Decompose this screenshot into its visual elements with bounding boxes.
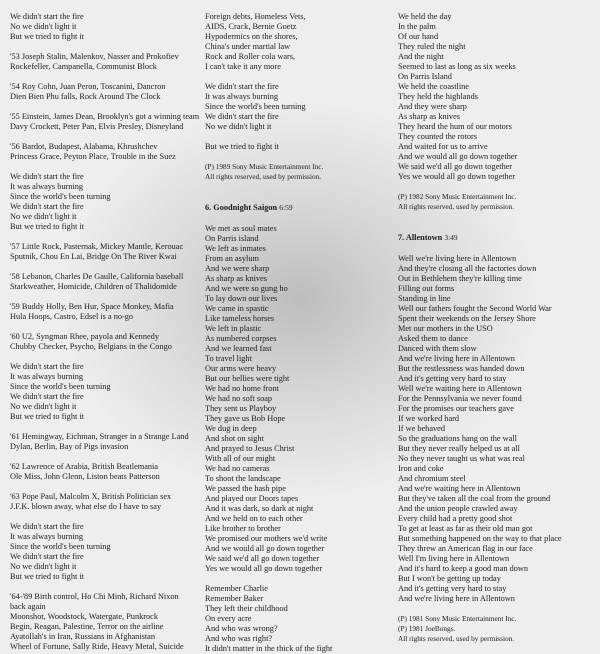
stanza-gap bbox=[10, 482, 205, 492]
lyric-line: We said we'd all go down together bbox=[205, 554, 320, 563]
lyric-line: (P) 1989 Sony Music Entertainment Inc. bbox=[205, 162, 324, 171]
song-title-goodnight-saigon bbox=[205, 202, 390, 214]
song-duration: 3:49 bbox=[444, 233, 458, 242]
stanza-gap bbox=[10, 422, 205, 432]
lyric-line: Danced with them slow bbox=[398, 344, 477, 353]
lyric-line: Since the world's been turning bbox=[205, 102, 306, 111]
lyric-line: So the graduations hang on the wall bbox=[398, 434, 517, 443]
stanza-gap bbox=[10, 262, 205, 272]
lyric-line: Rock and Roller cola wars, bbox=[205, 52, 296, 61]
lyric-line: Well I'm living here in Allentown bbox=[398, 554, 510, 563]
lyric-line: With all of our might bbox=[205, 454, 276, 463]
lyric-line: Princess Grace, Peyton Place, Trouble in the Suez bbox=[10, 152, 176, 161]
lyric-line: As numbered corpses bbox=[205, 334, 277, 343]
lyric-line: And shot on sight bbox=[205, 434, 264, 443]
lyric-line: And the night bbox=[398, 52, 444, 61]
lyric-line: And they were sharp bbox=[398, 102, 467, 111]
lyric-line: They heard the hum of our motors bbox=[398, 122, 512, 131]
lyric-line: For the promises our teachers gave bbox=[398, 404, 514, 413]
lyric-line: J.F.K. blown away, what else do I have to say bbox=[10, 502, 162, 511]
stanza-gap bbox=[205, 132, 390, 142]
lyric-line: We had no soft soap bbox=[205, 394, 273, 403]
lyric-line: No we didn't light it bbox=[10, 562, 77, 571]
lyric-line: We met as soul mates bbox=[205, 224, 277, 233]
lyric-line: On Parris island bbox=[205, 234, 259, 243]
lyric-line: To travel light bbox=[205, 354, 252, 363]
lyric-line: And it's getting very hard to stay bbox=[398, 584, 507, 593]
lyrics-block-goodnight-saigon-end bbox=[398, 12, 596, 212]
lyric-line: They held the highlands bbox=[398, 92, 478, 101]
lyric-line: Asked them to dance bbox=[398, 334, 468, 343]
lyric-line: But they never really helped us at all bbox=[398, 444, 520, 453]
lyric-line: Filling out forms bbox=[398, 284, 455, 293]
lyric-line: We didn't start the fire bbox=[10, 522, 84, 531]
lyric-line: And we're living here in Allentown bbox=[398, 594, 515, 603]
stanza-gap bbox=[398, 604, 596, 614]
lyric-line: We didn't start the fire bbox=[10, 392, 84, 401]
lyric-line: To shoot the landscape bbox=[205, 474, 281, 483]
lyric-line: And waited for us to arrive bbox=[398, 142, 488, 151]
stanza-gap bbox=[10, 232, 205, 242]
lyric-line: Chubby Checker, Psycho, Belgians in the Congo bbox=[10, 342, 172, 351]
lyric-line: And we're living here in Allentown bbox=[398, 354, 515, 363]
lyric-line: And the union people crawled away bbox=[398, 504, 518, 513]
lyric-line: Our arms were heavy bbox=[205, 364, 277, 373]
lyric-line: We left as inmates bbox=[205, 244, 266, 253]
stanza-gap bbox=[10, 292, 205, 302]
lyric-line: We didn't start the fire bbox=[205, 112, 279, 121]
lyric-line: And who was wrong? bbox=[205, 624, 278, 633]
song-title-allentown bbox=[398, 232, 596, 244]
lyric-line: From an asylum bbox=[205, 254, 259, 263]
stanza-gap bbox=[10, 452, 205, 462]
lyric-line: It was always burning bbox=[10, 182, 84, 191]
lyric-line: Since the world's been turning bbox=[10, 542, 111, 551]
stanza-gap bbox=[10, 582, 205, 592]
lyric-line: Well we're waiting here in Allentown bbox=[398, 384, 522, 393]
lyric-line: '58 Lebanon, Charles De Gaulle, California baseball bbox=[10, 272, 184, 281]
lyric-line: And we would all go down together bbox=[205, 544, 325, 553]
stanza-gap bbox=[398, 182, 596, 192]
lyric-line: But we tried to fight it bbox=[10, 412, 84, 421]
lyric-line: back again bbox=[10, 602, 46, 611]
lyric-line: '56 Bardot, Budapest, Alabama, Khrushchev bbox=[10, 142, 158, 151]
lyric-line: We said we'd all go down together bbox=[398, 162, 513, 171]
lyric-line: And chromium steel bbox=[398, 474, 466, 483]
song-title: 6. Goodnight Saigon bbox=[205, 203, 278, 212]
stanza-gap bbox=[10, 72, 205, 82]
stanza-gap bbox=[205, 72, 390, 82]
lyric-line: No we didn't light it bbox=[10, 402, 77, 411]
lyric-line: All rights reserved, used by permission. bbox=[398, 202, 515, 211]
lyric-line: We held the coastline bbox=[398, 82, 469, 91]
lyric-line: '57 Little Rock, Pasternak, Mickey Mantle, Kerouac bbox=[10, 242, 184, 251]
lyric-line: (P) 1981 JoeBongs. bbox=[398, 624, 456, 633]
lyric-line: '59 Buddy Holly, Ben Hur, Space Monkey, Mafia bbox=[10, 302, 174, 311]
lyric-line: We had no cameras bbox=[205, 464, 270, 473]
lyric-line: We didn't start the fire bbox=[10, 12, 84, 21]
lyric-line: And played our Doors tapes bbox=[205, 494, 299, 503]
stanza-gap bbox=[205, 574, 390, 584]
song-duration: 6:59 bbox=[279, 203, 293, 212]
lyric-line: Iron and coke bbox=[398, 464, 444, 473]
lyric-line: But we tried to fight it bbox=[10, 222, 84, 231]
lyrics-column-3 bbox=[398, 12, 596, 644]
lyric-line: And we were sharp bbox=[205, 264, 270, 273]
stanza-gap bbox=[205, 152, 390, 162]
lyric-line: But we tried to fight it bbox=[205, 142, 279, 151]
lyric-line: We promised our mothers we'd write bbox=[205, 534, 328, 543]
lyric-line: Hypodermics on the shores, bbox=[205, 32, 298, 41]
lyric-line: '60 U2, Syngman Rhee, payola and Kennedy bbox=[10, 332, 159, 341]
lyric-line: Wheel of Fortune, Sally Ride, Heavy Metal, Suicide bbox=[10, 642, 184, 651]
lyric-line: And it's hard to keep a good man down bbox=[398, 564, 529, 573]
lyric-line: Remember Charlie bbox=[205, 584, 268, 593]
lyric-line: We didn't start the fire bbox=[10, 362, 84, 371]
stanza-gap bbox=[10, 102, 205, 112]
lyric-line: Ole Miss, John Glenn, Liston beats Patterson bbox=[10, 472, 160, 481]
lyric-line: '62 Lawrence of Arabia, British Beatlemania bbox=[10, 462, 159, 471]
lyric-line: It was always burning bbox=[205, 92, 279, 101]
lyric-line: But the restlessness was handed down bbox=[398, 364, 525, 373]
lyric-line: (P) 1981 Sony Music Entertainment Inc. bbox=[398, 614, 517, 623]
lyric-line: To lay down our lives bbox=[205, 294, 278, 303]
lyric-line: Seemed to last as long as six weeks bbox=[398, 62, 516, 71]
lyric-line: Remember Baker bbox=[205, 594, 264, 603]
lyric-line: No we didn't light it bbox=[205, 122, 272, 131]
lyric-line: AIDS, Crack, Bernie Goetz bbox=[205, 22, 297, 31]
lyric-line: It was always burning bbox=[10, 532, 84, 541]
lyric-line: They left their childhood bbox=[205, 604, 288, 613]
lyric-line: No they never taught us what was real bbox=[398, 454, 525, 463]
lyric-line: Out in Bethlehem they're killing time bbox=[398, 274, 522, 283]
stanza-gap bbox=[10, 162, 205, 172]
lyric-line: '63 Pope Paul, Malcolm X, British Politician sex bbox=[10, 492, 172, 501]
lyric-line: They threw an American flag in our face bbox=[398, 544, 533, 553]
lyric-line: Since the world's been turning bbox=[10, 192, 111, 201]
lyric-line: We didn't start the fire bbox=[10, 202, 84, 211]
lyric-line: '54 Roy Cohn, Juan Peron, Toscanini, Dancron bbox=[10, 82, 166, 91]
lyric-line: '53 Joseph Stalin, Malenkov, Nasser and Prokofiev bbox=[10, 52, 179, 61]
lyrics-block-goodnight-saigon bbox=[205, 224, 390, 654]
lyric-line: As sharp as knives bbox=[398, 112, 460, 121]
lyric-line: But they've taken all the coal from the ground bbox=[398, 494, 551, 503]
lyric-line: We held the day bbox=[398, 12, 452, 21]
lyric-line: And we learned fast bbox=[205, 344, 272, 353]
lyric-line: We left in plastic bbox=[205, 324, 262, 333]
lyric-line: As sharp as knives bbox=[205, 274, 267, 283]
lyric-line: China's under martial law bbox=[205, 42, 291, 51]
lyric-line: On Parris Island bbox=[398, 72, 452, 81]
lyric-line: For the Pennsylvania we never found bbox=[398, 394, 522, 403]
lyric-line: All rights reserved, used by permission. bbox=[398, 634, 515, 643]
lyric-line: And who was right? bbox=[205, 634, 273, 643]
lyric-line: But we tried to fight it bbox=[10, 32, 84, 41]
lyric-line: And we held on to each other bbox=[205, 514, 303, 523]
lyric-line: Well our fathers fought the Second World War bbox=[398, 304, 552, 313]
stanza-gap bbox=[10, 352, 205, 362]
lyric-line: We didn't start the fire bbox=[10, 552, 84, 561]
lyric-line: Starkweather, Homicide, Children of Thalidomide bbox=[10, 282, 177, 291]
lyric-line: Since the world's been turning bbox=[10, 382, 111, 391]
lyric-line: On every acre bbox=[205, 614, 252, 623]
lyric-line: It was always burning bbox=[10, 372, 84, 381]
lyric-line: Yes we would all go down together bbox=[398, 172, 516, 181]
lyric-line: In the palm bbox=[398, 22, 436, 31]
lyric-line: If we worked hard bbox=[398, 414, 460, 423]
lyric-line: We didn't start the fire bbox=[205, 82, 279, 91]
lyric-line: Spent their weekends on the Jersey Shore bbox=[398, 314, 536, 323]
lyric-line: Of our hand bbox=[398, 32, 439, 41]
lyric-line: And we're waiting here in Allentown bbox=[398, 484, 521, 493]
lyric-line: (P) 1982 Sony Music Entertainment Inc. bbox=[398, 192, 517, 201]
lyric-line: Sputnik, Chou En Lai, Bridge On The River Kwai bbox=[10, 252, 177, 261]
lyric-line: We came in spastic bbox=[205, 304, 269, 313]
lyric-line: And we would all go down together bbox=[398, 152, 518, 161]
lyric-line: Like brother to brother bbox=[205, 524, 281, 533]
lyric-line: We didn't start the fire bbox=[10, 172, 84, 181]
lyric-line: Begin, Reagan, Palestine, Terror on the airline bbox=[10, 622, 164, 631]
lyric-line: But something happened on the way to that place bbox=[398, 534, 562, 543]
lyric-line: Yes we would all go down together bbox=[205, 564, 323, 573]
stanza-gap bbox=[10, 132, 205, 142]
lyric-line: '55 Einstein, James Dean, Brooklyn's got a winning team bbox=[10, 112, 200, 121]
lyric-line: Every child had a pretty good shot bbox=[398, 514, 513, 523]
lyrics-block-allentown bbox=[398, 254, 596, 644]
lyric-line: Standing in line bbox=[398, 294, 451, 303]
lyric-line: They counted the rotors bbox=[398, 132, 478, 141]
lyrics-column-1 bbox=[10, 12, 205, 652]
lyric-line: Ayatollah's in Iran, Russians in Afghanistan bbox=[10, 632, 155, 641]
lyric-line: No we didn't light it bbox=[10, 22, 77, 31]
lyric-line: To get at least as far as their old man got bbox=[398, 524, 533, 533]
song-title: 7. Allentown bbox=[398, 233, 443, 242]
lyric-line: If we behaved bbox=[398, 424, 445, 433]
lyric-line: Dien Bien Phu falls, Rock Around The Clock bbox=[10, 92, 161, 101]
lyric-line: Moonshot, Woodstock, Watergate, Punkrock bbox=[10, 612, 158, 621]
lyric-line: Hula Hoops, Castro, Edsel is a no-go bbox=[10, 312, 134, 321]
lyric-line: And they're closing all the factories down bbox=[398, 264, 537, 273]
lyric-line: We dug in deep bbox=[205, 424, 257, 433]
lyric-line: Well we're living here in Allentown bbox=[398, 254, 517, 263]
lyric-line: They ruled the night bbox=[398, 42, 466, 51]
stanza-gap bbox=[10, 512, 205, 522]
lyric-line: But our bellies were tight bbox=[205, 374, 290, 383]
lyric-line: Foreign debts, Homeless Vets, bbox=[205, 12, 306, 21]
lyric-line: But we tried to fight it bbox=[10, 572, 84, 581]
lyric-line: Like tameless horses bbox=[205, 314, 275, 323]
lyric-line: '64-'89 Birth control, Ho Chi Minh, Richard Nixon bbox=[10, 592, 179, 601]
lyric-line: I can't take it any more bbox=[205, 62, 281, 71]
lyric-line: But I won't be getting up today bbox=[398, 574, 501, 583]
lyric-line: All rights reserved, used by permission. bbox=[205, 172, 322, 181]
lyric-line: Met our mothers in the USO bbox=[398, 324, 493, 333]
stanza-gap bbox=[10, 42, 205, 52]
lyric-line: They sent us Playboy bbox=[205, 404, 277, 413]
lyric-line: And it was dark, so dark at night bbox=[205, 504, 314, 513]
lyric-line: No we didn't light it bbox=[10, 212, 77, 221]
lyrics-block-we-didnt-start-the-fire-end bbox=[205, 12, 390, 182]
lyrics-column-2 bbox=[205, 12, 390, 654]
lyric-line: '61 Hemingway, Eichman, Stranger in a Strange Land bbox=[10, 432, 189, 441]
lyric-line: And prayed to Jesus Christ bbox=[205, 444, 295, 453]
lyric-line: And it's getting very hard to stay bbox=[398, 374, 507, 383]
lyric-line: We had no home front bbox=[205, 384, 279, 393]
lyric-line: They gave us Bob Hope bbox=[205, 414, 286, 423]
lyric-line: Rockefeller, Campanella, Communist Block bbox=[10, 62, 157, 71]
lyric-line: It didn't matter in the thick of the fight bbox=[205, 644, 333, 653]
stanza-gap bbox=[10, 322, 205, 332]
lyric-line: And we were so gung ho bbox=[205, 284, 288, 293]
lyric-line: We passed the hash pipe bbox=[205, 484, 286, 493]
lyric-line: Davy Crockett, Peter Pan, Elvis Presley, Disneyland bbox=[10, 122, 184, 131]
lyric-line: Dylan, Berlin, Bay of Pigs invasion bbox=[10, 442, 129, 451]
